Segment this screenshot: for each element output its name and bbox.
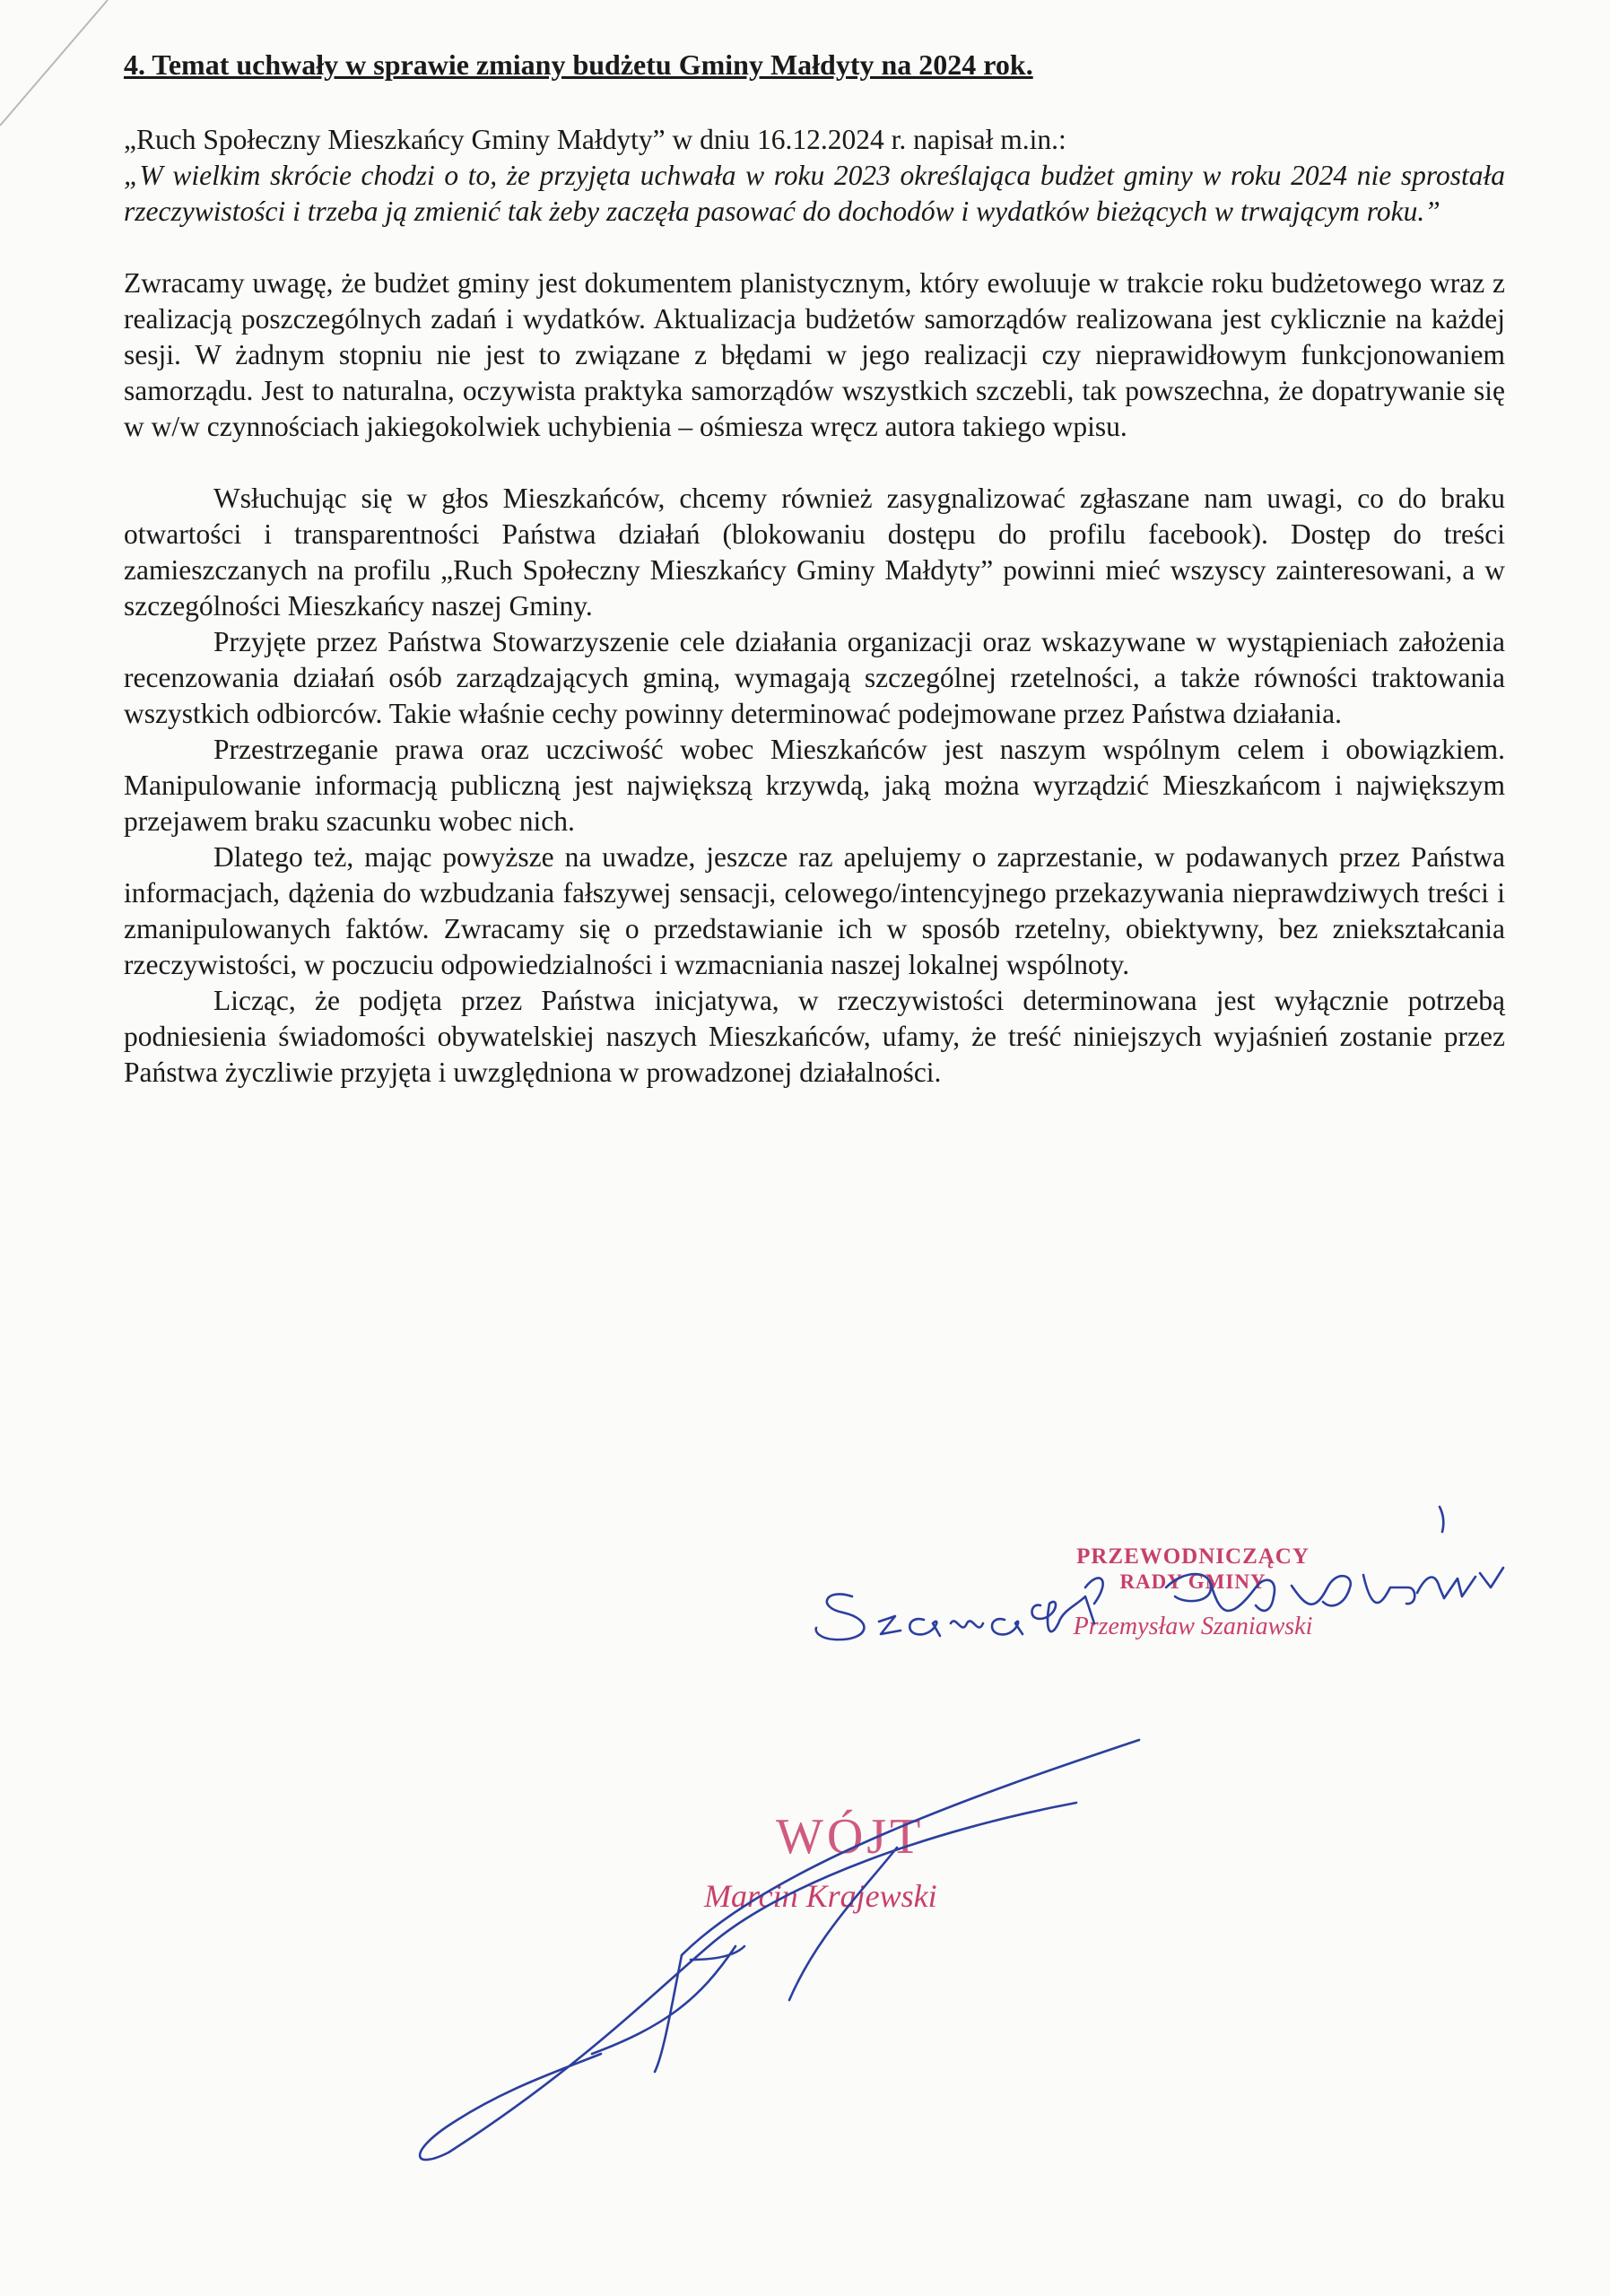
stamp-mayor-title: WÓJT xyxy=(776,1809,925,1865)
paragraph-2: Wsłuchując się w głos Mieszkańców, chcemy również zasygnalizować zgłaszane nam uwagi, co do braku otwartości i transparentności Państwa działań (blokowaniu dostępu do profilu facebook). Dostęp do treści zamieszczanych na profilu „Ruch Społeczny Mieszkańcy Gminy Małdyty” powinni mieć wszyscy zainteresowani, a w szczególności Mieszkańcy naszej Gminy. xyxy=(124,483,1505,622)
council-chairman-signature xyxy=(789,1498,1543,1659)
paragraph-6: Licząc, że podjęta przez Państwa inicjatywa, w rzeczywistości determinowana jest wyłącznie potrzebą podniesienia świadomości obywatelskiej naszych Mieszkańców, ufamy, że treść niniejszych wyjaśnień zostanie przez Państwa życzliwie przyjęta i uwzględniona w prowadzonej działalności. xyxy=(124,985,1505,1088)
stamp-mayor-name: Marcin Krajewski xyxy=(704,1878,937,1914)
quoted-post: „W wielkim skrócie chodzi o to, że przyjęta uchwała w roku 2023 określająca budżet gminy w roku 2024 nie sprostała rzeczywistości i trzeba ją zmienić tak żeby zaczęła pasować do dochodów i wydatków bieżących w trwającym roku.” xyxy=(124,160,1505,227)
paragraph-5: Dlatego też, mając powyższe na uwadze, jeszcze raz apelujemy o zaprzestanie, w podawanych przez Państwa informacjach, dążenia do wzbudzania fałszywej sensacji, celowego/intencyjnego przekazywania nieprawdziwych treści i zmanipulowanych faktów. Zwracamy się o przedstawianie ich w sposób rzetelny, obiektywny, bez zniekształcania rzeczywistości, w poczuciu odpowiedzialności i wzmacniania naszej lokalnej wspólnoty. xyxy=(124,841,1505,980)
paragraph-1: Zwracamy uwagę, że budżet gminy jest dokumentem planistycznym, który ewoluuje w trakcie roku budżetowego wraz z realizacją poszczególnych zadań i wydatków. Aktualizacja budżetów samorządów realizowana jest cyklicznie na każdej sesji. W żadnym stopniu nie jest to związane z błędami w jego realizacji czy nieprawidłowym funkcjonowaniem samorządu. Jest to naturalna, oczywista praktyka samorządów wszystkich szczebli, tak powszechna, że dopatrywanie się w w/w czynnościach jakiegokolwiek uchybienia – ośmiesza wręcz autora takiego wpisu. xyxy=(124,267,1505,442)
stamp-title: PRZEWODNICZĄCY xyxy=(1076,1544,1310,1569)
document-body xyxy=(124,47,1505,1091)
paragraph-3: Przyjęte przez Państwa Stowarzyszenie cele działania organizacji oraz wskazywane w wystąpieniach założenia recenzowania działań osób zarządzających gminą, wymagają szczególnej rzetelności, a także równości traktowania wszystkich odbiorców. Takie właśnie cechy powinny determinować podejmowane przez Państwa działania. xyxy=(124,626,1505,729)
stamp-name: Przemysław Szaniawski xyxy=(1073,1613,1313,1640)
paragraph-4: Przestrzeganie prawa oraz uczciwość wobec Mieszkańców jest naszym wspólnym celem i obowiązkiem. Manipulowanie informacją publiczną jest największą krzywdą, jaką można wyrządzić Mieszkańcom i największym przejawem braku szacunku wobec nich. xyxy=(124,734,1505,837)
mayor-signature xyxy=(395,1731,1166,2179)
stamp-subtitle: RADY GMINY xyxy=(1119,1570,1266,1593)
quote-intro: „Ruch Społeczny Mieszkańcy Gminy Małdyty” w dniu 16.12.2024 r. napisał m.in.: xyxy=(124,124,1066,155)
page-title: 4. Temat uchwały w sprawie zmiany budżetu Gminy Małdyty na 2024 rok. xyxy=(124,48,1033,81)
